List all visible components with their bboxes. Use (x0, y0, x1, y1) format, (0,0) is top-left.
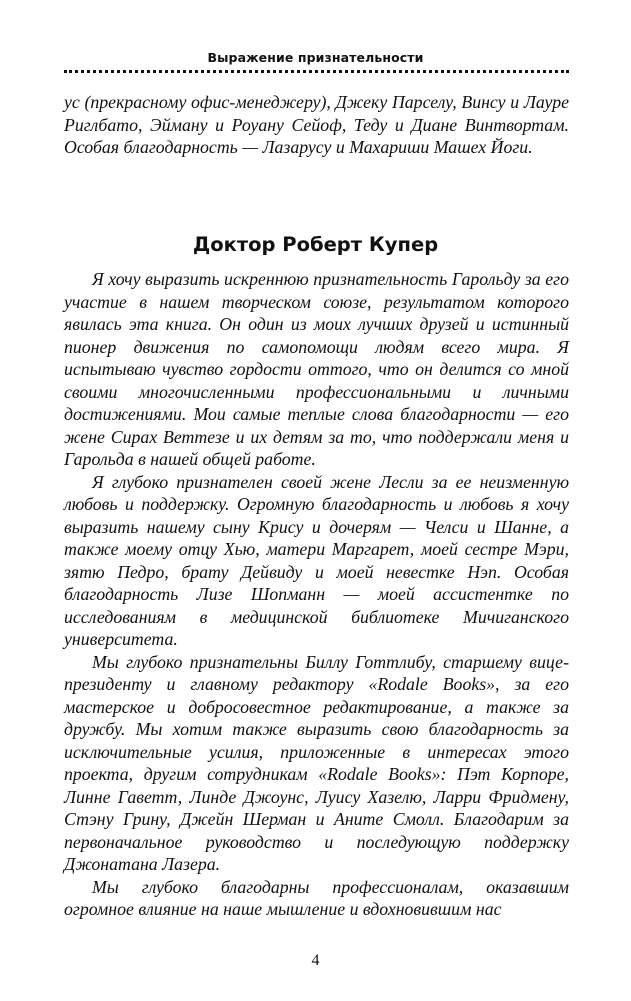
section-body (64, 268, 569, 921)
dotted-rule (64, 70, 569, 73)
paragraph-1: Я хочу выразить искреннюю признательность Гарольду за его участие в нашем творческом союзе, результатом которого явилась эта книга. Он один из моих лучших друзей и истинный пионер движения по самопомощи людям всего мира. Я испытываю чувство гордости оттого, что он делится со мной своими многочисленными профессиональными и личными достижениями. Мои самые теплые слова благодарности — его жене Сирах Веттезе и их детям за то, что поддержали меня и Гарольда в нашей общей работе. (64, 269, 569, 469)
running-head: Выражение признательности (207, 50, 424, 65)
continuation-paragraph: ус (прекрасному офис-менеджеру), Джеку Парселу, Винсу и Лауре Риглбато, Эйману и Роуану Сейоф, Теду и Диане Винтвортам. Особая благодарность — Лазарусу и Махариши Машех Йоги. (64, 92, 569, 157)
continuation-text (64, 91, 569, 159)
paragraph-3: Мы глубоко признательны Биллу Готтлибу, старшему вице-президенту и главному редактору «Rodale Books», за его мастерское и добросовестное редактирование, а также за дружбу. Мы хотим также выразить свою благодарность за исключительные усилия, приложенные в интересах этого проекта, другим сотрудникам «Rodale Books»: Пэт Корпоре, Линне Гаветт, Линде Джоунс, Луису Хазелю, Ларри Фридмену, Стэну Грину, Джейн Шерман и Аните Смолл. Благодарим за первоначальное руководство и последующую поддержку Джонатана Лазера. (64, 651, 569, 874)
page-number: 4 (311, 952, 320, 969)
paragraph-2: Я глубоко признателен своей жене Лесли за ее неизменную любовь и поддержку. Огромную благодарность и любовь я хочу выразить нашему сыну Крису и дочерям — Челси и Шанне, а также моему отцу Хью, матери Маргарет, моей сестре Мэри, зятю Педро, брату Дейвиду и моей невестке Нэп. Особая благодарность Лизе Шопманн — моей ассистентке по исследованиям в медицинской библиотеке Мичиганского университета. (64, 471, 569, 649)
paragraph-4: Мы глубоко благодарны профессионалам, оказавшим огромное влияние на наше мышление и вдохновившим нас (64, 876, 569, 919)
section-heading: Доктор Роберт Купер (192, 233, 439, 256)
